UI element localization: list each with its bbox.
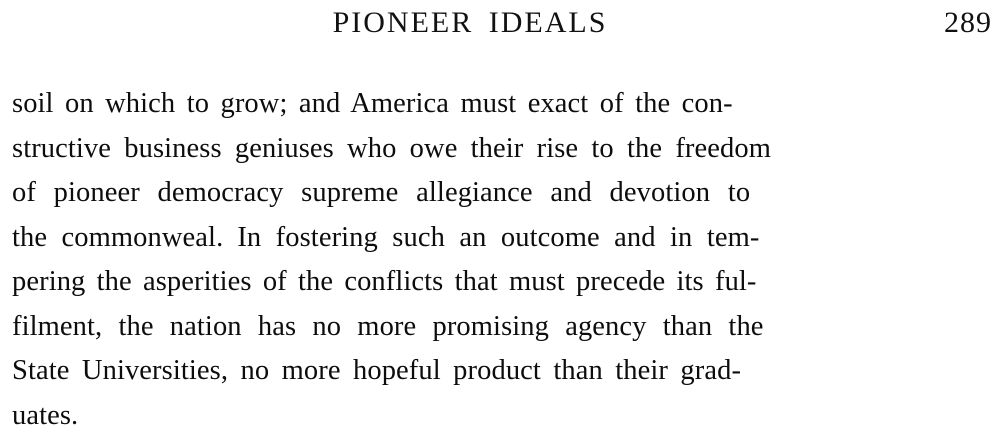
text-segment: In fostering such an outcome and in tem- xyxy=(237,222,759,253)
text-line: soil on which to grow; and America must exact of the con- xyxy=(12,82,988,127)
text-line: State Universities, no more hopeful product than their grad- xyxy=(12,349,988,394)
page-number: 289 xyxy=(944,6,992,40)
text-line xyxy=(12,216,988,261)
body-text xyxy=(12,82,988,438)
text-line: structive business geniuses who owe their rise to the freedom xyxy=(12,127,988,172)
text-line: filment, the nation has no more promising agency than the xyxy=(12,305,988,350)
page-title: PIONEER IDEALS xyxy=(0,6,940,40)
text-line: pering the asperities of the conflicts that must precede its ful- xyxy=(12,260,988,305)
running-head xyxy=(0,6,1000,46)
text-line: uates. xyxy=(12,394,988,438)
text-line: of pioneer democracy supreme allegiance and devotion to xyxy=(12,171,988,216)
text-segment: the commonweal. xyxy=(12,222,223,253)
